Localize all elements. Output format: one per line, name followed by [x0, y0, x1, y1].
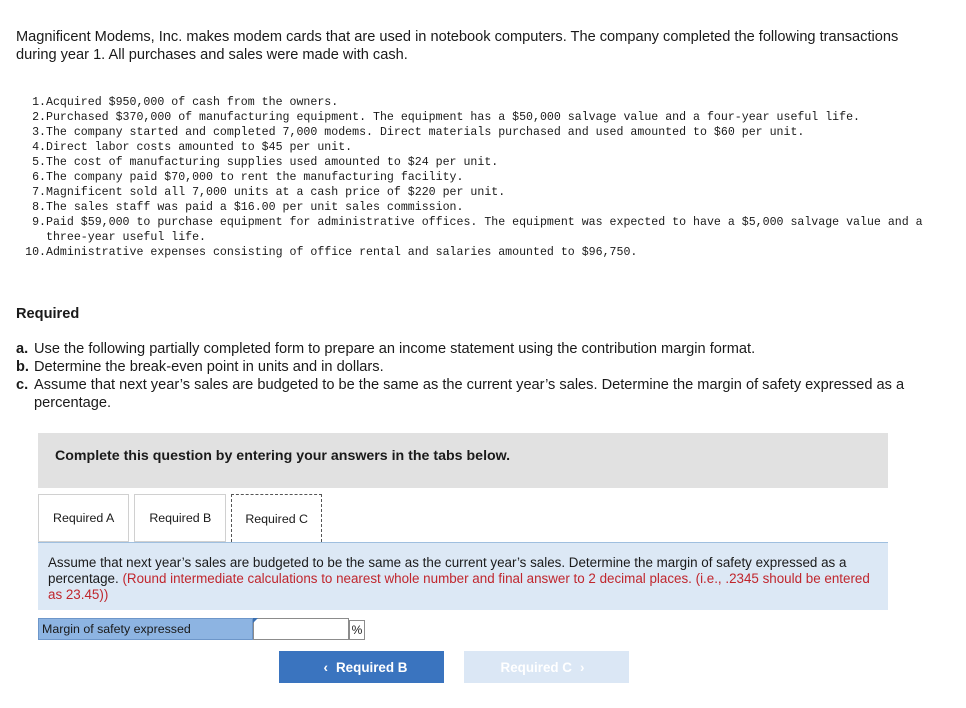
requirement-label: c.	[16, 377, 29, 393]
item-text: Magnificent sold all 7,000 units at a cash price of $220 per unit.	[46, 186, 506, 199]
percent-unit: %	[349, 620, 365, 640]
requirement-item	[16, 358, 946, 376]
list-item	[16, 215, 946, 245]
requirement-item	[16, 376, 946, 412]
item-text: Administrative expenses consisting of office rental and salaries amounted to $96,750.	[46, 246, 638, 259]
banner-text: Complete this question by entering your answers in the tabs below.	[55, 448, 511, 464]
list-item	[16, 110, 946, 125]
item-number: 10.	[25, 246, 46, 259]
tab-required-a[interactable]: Required A	[38, 494, 129, 542]
required-heading: Required	[16, 306, 80, 322]
item-number: 2.	[32, 111, 46, 124]
problem-intro: Magnificent Modems, Inc. makes modem cards that are used in notebook computers. The company completed the following transactions during year 1. All purchases and sales were made with cash.	[16, 29, 899, 63]
margin-of-safety-input[interactable]	[253, 618, 349, 640]
requirement-item	[16, 340, 946, 358]
item-text: The sales staff was paid a $16.00 per unit sales commission.	[46, 201, 464, 214]
instructions-banner	[38, 433, 888, 488]
item-text: Paid $59,000 to purchase equipment for administrative offices. The equipment was expected to have a $5,000 salvage value and a three-year useful life.	[46, 216, 923, 244]
requirement-text: Assume that next year’s sales are budgeted to be the same as the current year’s sales. Determine the margin of safety expressed as a percentage.	[34, 377, 905, 411]
list-item	[16, 200, 946, 215]
item-number: 8.	[32, 201, 46, 214]
margin-of-safety-label: Margin of safety expressed	[38, 618, 253, 640]
transactions-list	[16, 95, 946, 260]
item-text: The company started and completed 7,000 modems. Direct materials purchased and used amounted to $60 per unit.	[46, 126, 805, 139]
next-tab-button[interactable]	[464, 651, 629, 683]
item-number: 4.	[32, 141, 46, 154]
question-text: Assume that next year’s sales are budgeted to be the same as the current year’s sales. Determine the margin of safety expressed as a percentage.	[48, 555, 847, 586]
requirements-list	[16, 340, 946, 412]
chevron-right-icon: ›	[579, 659, 585, 675]
chevron-left-icon: ‹	[323, 659, 329, 675]
requirement-label: a.	[16, 341, 29, 357]
item-number: 9.	[32, 216, 46, 229]
tab-required-c[interactable]: Required C	[231, 494, 322, 542]
item-number: 3.	[32, 126, 46, 139]
list-item	[16, 95, 946, 110]
list-item	[16, 125, 946, 140]
list-item	[16, 140, 946, 155]
answer-input-wrapper	[253, 618, 349, 640]
list-item	[16, 185, 946, 200]
next-button-label: Required C	[500, 659, 572, 675]
previous-tab-button[interactable]	[279, 651, 444, 683]
rounding-note: (Round intermediate calculations to nearest whole number and final answer to 2 decimal places. (i.e., .2345 should be entered as 23.45))	[48, 571, 870, 602]
list-item	[16, 155, 946, 170]
item-number: 5.	[32, 156, 46, 169]
requirement-text: Use the following partially completed form to prepare an income statement using the contribution margin format.	[34, 341, 756, 357]
list-item	[16, 245, 946, 260]
item-text: The company paid $70,000 to rent the manufacturing facility.	[46, 171, 464, 184]
item-number: 6.	[32, 171, 46, 184]
list-item	[16, 170, 946, 185]
answer-row	[38, 618, 365, 640]
item-text: The cost of manufacturing supplies used amounted to $24 per unit.	[46, 156, 499, 169]
item-text: Direct labor costs amounted to $45 per unit.	[46, 141, 353, 154]
item-number: 1.	[32, 96, 46, 109]
item-text: Acquired $950,000 of cash from the owners.	[46, 96, 339, 109]
requirement-label: b.	[16, 359, 29, 375]
item-number: 7.	[32, 186, 46, 199]
requirement-text: Determine the break-even point in units and in dollars.	[34, 359, 384, 375]
previous-button-label: Required B	[336, 659, 408, 675]
tab-required-b[interactable]: Required B	[134, 494, 226, 542]
requirement-tabs	[38, 494, 327, 542]
question-panel	[38, 542, 888, 610]
item-text: Purchased $370,000 of manufacturing equipment. The equipment has a $50,000 salvage value and a four-year useful life.	[46, 111, 861, 124]
